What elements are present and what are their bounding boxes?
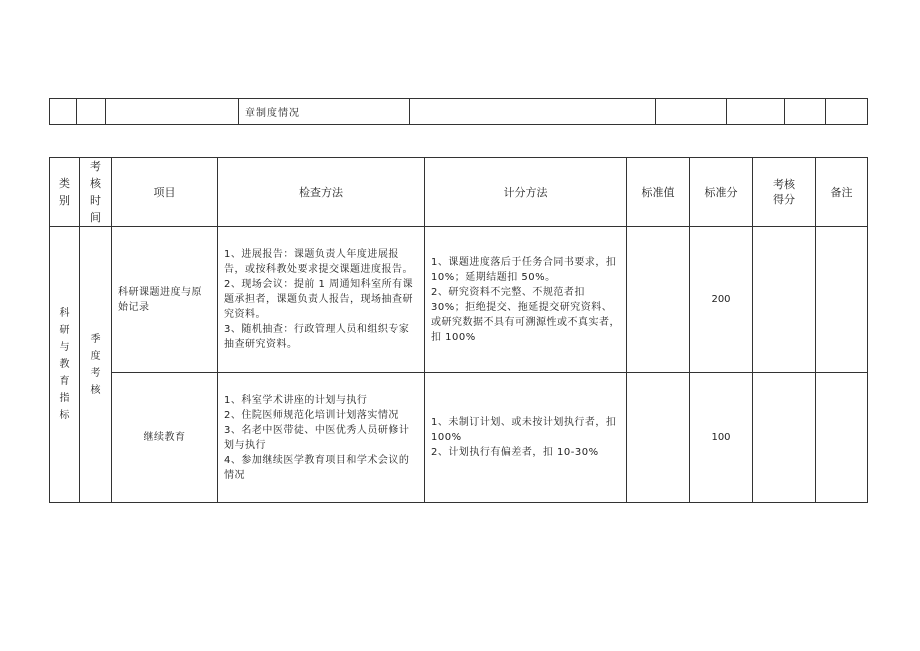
assessment-table — [49, 157, 868, 503]
top-cell-category — [50, 99, 77, 125]
header-check-method: 检查方法 — [218, 158, 425, 227]
remarks-cell — [816, 373, 868, 503]
time-cell: 季度考核 — [80, 227, 112, 503]
previous-page-table-row — [49, 98, 868, 125]
standard-value-cell — [627, 227, 690, 373]
item-cell: 继续教育 — [112, 373, 218, 503]
remarks-cell — [816, 227, 868, 373]
header-row — [50, 158, 868, 227]
top-cell-assessed-score — [785, 99, 826, 125]
table-row — [50, 227, 868, 373]
top-cell-check-method: 章制度情况 — [239, 99, 410, 125]
header-score-method: 计分方法 — [425, 158, 627, 227]
top-cell-score-method — [410, 99, 656, 125]
top-cell-item — [106, 99, 239, 125]
score-method-cell: 1、课题进度落后于任务合同书要求，扣 10%；延期结题扣 50%。 2、研究资料不完整、不规范者扣 30%；拒绝提交、拖延提交研究资料、或研究数据不具有可溯源性或不真实者，扣 100% — [425, 227, 627, 373]
category-cell: 科研与教育指标 — [50, 227, 80, 503]
header-remarks: 备注 — [816, 158, 868, 227]
top-cell-standard-value — [656, 99, 727, 125]
assessed-score-cell — [753, 373, 816, 503]
item-cell: 科研课题进度与原始记录 — [112, 227, 218, 373]
table-row — [50, 373, 868, 503]
header-time: 考核时间 — [80, 158, 112, 227]
header-item: 项目 — [112, 158, 218, 227]
assessed-score-cell — [753, 227, 816, 373]
standard-value-cell — [627, 373, 690, 503]
header-standard-value: 标准值 — [627, 158, 690, 227]
check-method-cell: 1、科室学术讲座的计划与执行 2、住院医师规范化培训计划落实情况 3、名老中医带徒、中医优秀人员研修计划与执行 4、参加继续医学教育项目和学术会议的情况 — [218, 373, 425, 503]
header-category: 类别 — [50, 158, 80, 227]
top-cell-standard-score — [727, 99, 785, 125]
check-method-cell: 1、进展报告：课题负责人年度进展报告，或按科教处要求提交课题进度报告。 2、现场会议：提前 1 周通知科室所有课题承担者，课题负责人报告，现场抽查研究资料。 3、随机抽查：行政管理人员和组织专家抽查研究资料。 — [218, 227, 425, 373]
standard-score-cell: 100 — [690, 373, 753, 503]
score-method-cell: 1、未制订计划、或未按计划执行者，扣 100% 2、计划执行有偏差者，扣 10-30% — [425, 373, 627, 503]
top-cell-time — [77, 99, 106, 125]
header-assessed-score: 考核得分 — [753, 158, 816, 227]
top-cell-remarks — [826, 99, 868, 125]
header-standard-score: 标准分 — [690, 158, 753, 227]
standard-score-cell: 200 — [690, 227, 753, 373]
